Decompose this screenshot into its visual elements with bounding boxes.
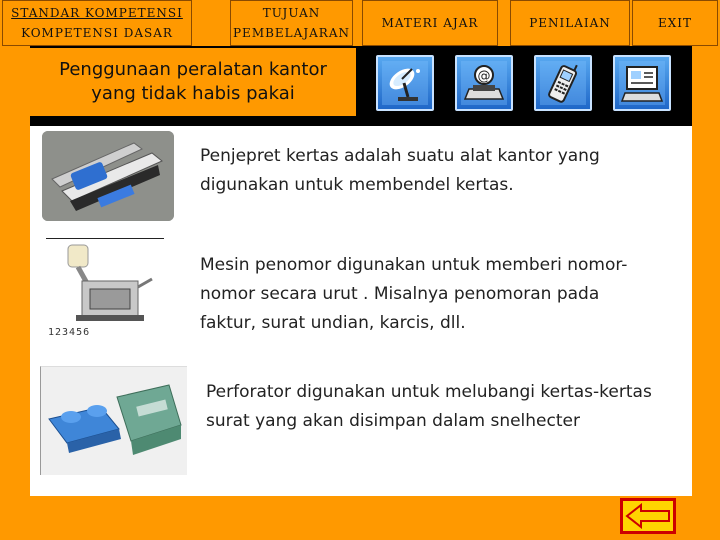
exit-button[interactable] [632, 0, 718, 46]
stapler-image [42, 131, 174, 221]
nav-penilaian-button[interactable] [510, 0, 630, 46]
computer-document-icon[interactable] [613, 55, 671, 111]
nav-materi-ajar-button[interactable] [362, 0, 498, 46]
nav-kompetensi-line1: STANDAR KOMPETENSI [11, 6, 183, 20]
nav-materi-label: MATERI AJAR [381, 16, 479, 30]
item-description-numberer: Mesin penomor digunakan untuk memberi nomor-nomor secara urut . Misalnya penomoran pada faktur, surat undian, karcis, dll. [200, 255, 628, 333]
page-title [30, 48, 356, 116]
title-line1: Penggunaan peralatan kantor [59, 59, 327, 80]
title-line2: yang tidak habis pakai [91, 83, 295, 104]
content-panel [30, 126, 692, 496]
svg-text:@: @ [477, 69, 491, 84]
number-stamp-image [46, 238, 164, 345]
perforator-image [40, 366, 187, 475]
mobile-phone-icon[interactable] [534, 55, 592, 111]
back-button[interactable] [620, 498, 676, 534]
exit-label: EXIT [657, 16, 693, 30]
nav-kompetensi-line2: KOMPETENSI DASAR [21, 26, 173, 40]
nav-tujuan-pembelajaran-button[interactable] [230, 0, 353, 46]
left-arrow-icon [625, 503, 671, 529]
nav-tujuan-line2: PEMBELAJARAN [232, 26, 350, 40]
satellite-dish-icon[interactable] [376, 55, 434, 111]
nav-standar-kompetensi-button[interactable] [2, 0, 192, 46]
item-description-stapler: Penjepret kertas adalah suatu alat kantor yang digunakan untuk membendel kertas. [200, 146, 600, 195]
item-description-perforator: Perforator digunakan untuk melubangi kertas-kertas surat yang akan disimpan dalam snelhecter [206, 382, 652, 431]
number-stamp-caption: 123456 [48, 327, 91, 338]
nav-penilaian-label: PENILAIAN [529, 16, 611, 30]
nav-tujuan-line1: TUJUAN [262, 6, 321, 20]
laptop-email-icon[interactable] [455, 55, 513, 111]
